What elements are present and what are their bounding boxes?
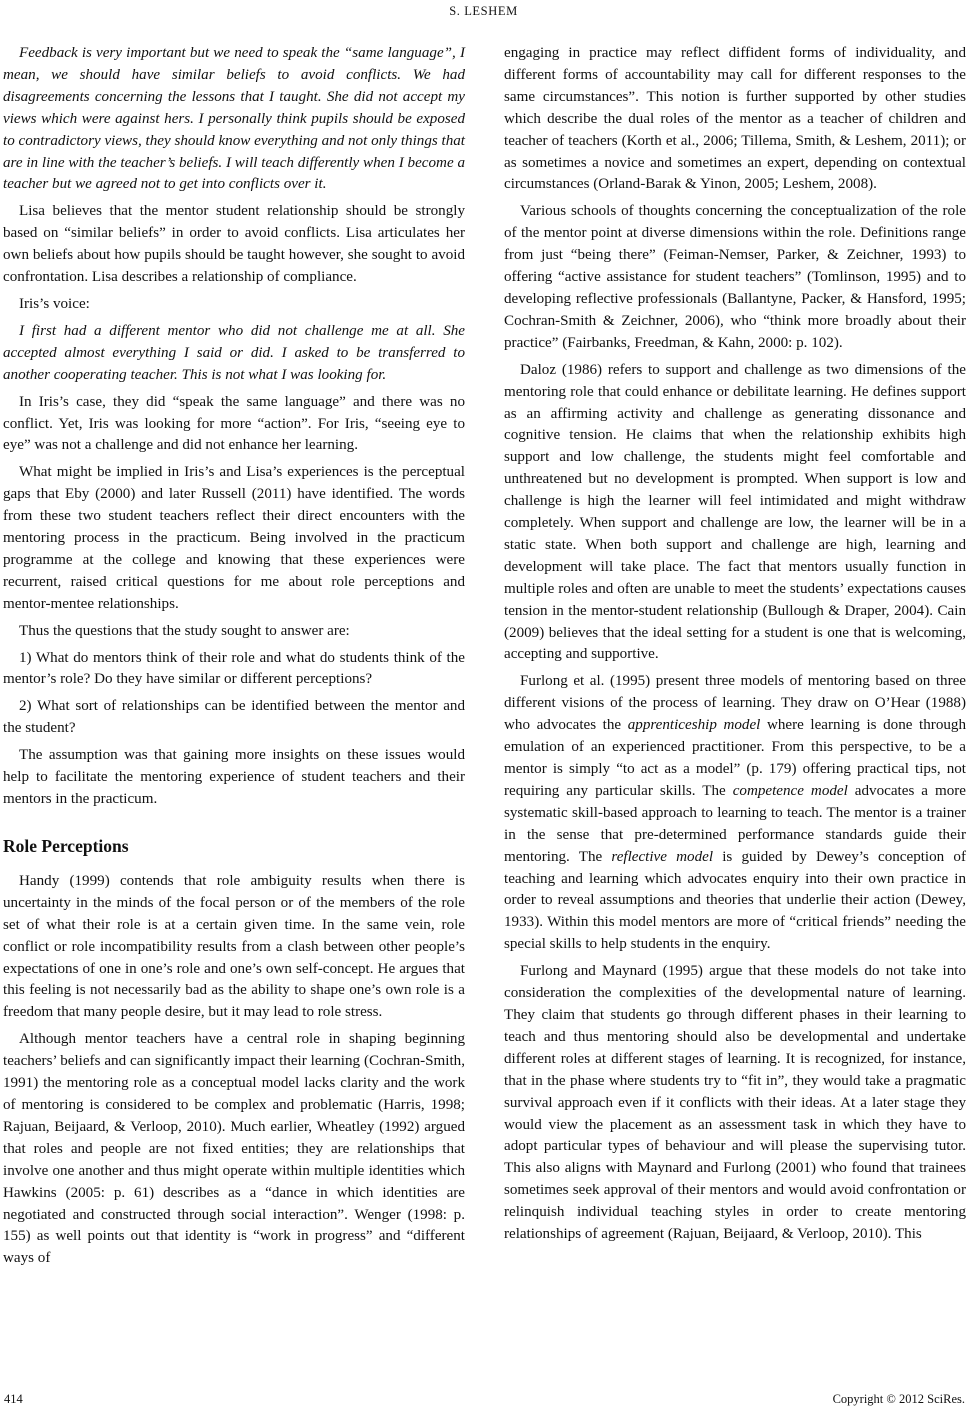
body-paragraph: What might be implied in Iris’s and Lisa’s experiences is the perceptual gaps that Eby (2000) and later Russell (2011) have identified. The words from these two student teachers reflect their direct encounters with the mentoring process in the practicum. Being involved in the practicum programme at the college and knowing that these experiences were recurrent, raised critical questions for me about role perceptions and mentor-mentee relationships. xyxy=(3,464,465,612)
body-paragraph: In Iris’s case, they did “speak the same language” and there was no conflict. Yet, Iris was looking for more “action”. For Iris, “seeing eye to eye” was not a challenge and did not enhance her learning. xyxy=(3,393,465,454)
text-run: is guided by Dewey’s conception of teaching and learning which advocates enquiry into their own practice in order to reveal assumptions and theories that underlie their action (Dewey, 1933). Within this model mentors are more of “critical friends” needing the special skills to help students in the enquiry. xyxy=(504,848,966,953)
left-column xyxy=(3,43,465,1275)
research-question-1: 1) What do mentors think of their role and what do students think of the mentor’s role? Do they have similar or different perceptions? xyxy=(3,649,465,688)
body-paragraph: Although mentor teachers have a central role in shaping beginning teachers’ beliefs and can significantly impact their learning (Cochran-Smith, 1991) the mentoring role as a conceptual model lacks clarity and the work of mentoring is considered to be complex and problematic (Harris, 1998; Rajuan, Beijaard, & Verloop, 2010). Much earlier, Wheatley (1992) argued that roles and people are not fixed entities; they are relationships that involve one another and thus might operate within multiple identities which Hawkins (2005: p. 61) describes as a “dance in which identities are negotiated and constructed through social interaction”. Wenger (1998: p. 155) as well points out that identity is “work in progress” and “different ways of xyxy=(3,1031,465,1267)
mentoring-models-paragraph xyxy=(504,671,966,956)
page-number: 414 xyxy=(4,1392,23,1406)
right-column xyxy=(504,43,966,1251)
section-heading: Role Perceptions xyxy=(3,835,129,856)
body-paragraph: engaging in practice may reflect diffident forms of individuality, and different forms of accountability may call for different responses to the same circumstances”. This notion is further supported by other studies which describe the dual roles of the mentor as a teacher of children and teacher of teachers (Korth et al., 2006; Tillema, Smith, & Leshem, 2011); or as sometimes a novice and sometimes an expert, depending on contextual circumstances (Orland-Barak & Yinon, 2005; Leshem, 2008). xyxy=(504,45,966,193)
body-paragraph: The assumption was that gaining more insights on these issues would help to facilitate the mentoring experience of student teachers and their mentors in the practicum. xyxy=(3,747,465,807)
text-run: advocates a more systematic skill-based approach to learning to teach. The mentor is a trainer in the sense that pre-determined performance standards guide their mentoring. The xyxy=(504,782,966,865)
text-run: Furlong et al. (1995) present three models of mentoring based on three different visions of the process of learning. They draw on O’Hear (1988) who advocates the xyxy=(504,673,966,734)
body-paragraph: Daloz (1986) refers to support and challenge as two dimensions of the mentoring role that could enhance or debilitate learning. He defines support as an affirming activity and challenge as generating dissonance and cognitive tension. He claims that when the relationship exhibits high support and low challenge, the students might feel comfortable and unthreatened but no development is prompted. When support is low and challenge is high the learner will feel intimidated and might withdraw completely. When support and challenge are low, the learner will be in a static state. When both support and challenge are high, learning and development will take place. The fact that mentors usually function in multiple roles and often are unable to meet the students’ expectations causes tension in the mentor-student relationship (Bullough & Draper, 2004). Cain (2009) believes that the ideal setting for a student is one that is welcoming, accepting and supportive. xyxy=(504,361,966,663)
body-paragraph: Thus the questions that the study sought to answer are: xyxy=(19,622,350,639)
reflective-model-term: reflective model xyxy=(611,848,714,865)
iris-quote: I first had a different mentor who did not challenge me at all. She accepted almost everything I said or did. I asked to be transferred to another cooperating teacher. This is not what I was looking for. xyxy=(3,322,465,383)
body-paragraph: Furlong and Maynard (1995) argue that these models do not take into consideration the complexities of the developmental nature of learning. They claim that students go through different phases in their learning to teach and thus mentoring should also be developmental and undertake different roles at different stages of learning. It is recognized, for instance, that in the phase where students try to “fit in”, they would take a pragmatic survival approach even if it conflicts with their ideas. At a later stage they would view the placement as an assessment task in which they have to adopt particular types of behaviour and will please the supervising tutor. This also aligns with Maynard and Furlong (2001) who found that trainees sometimes seek approval of their mentors and would avoid confrontation or relinquish individual teaching styles in order to create mentoring relationships of agreement (Rajuan, Beijaard, & Verloop, 2010). This xyxy=(504,963,966,1243)
apprenticeship-model-term: apprenticeship model xyxy=(627,717,761,734)
text-run: where learning is done through emulation of an experienced practitioner. From this perspective, to be a mentor is simply “to act as a model” (p. 179) offering practical tips, not requiring any particular skills. The xyxy=(504,717,967,799)
body-paragraph: Handy (1999) contends that role ambiguity results when there is uncertainty in the minds of the focal person or of the members of the role set of what their role is at a certain given time. In the same vein, role conflict or role incompatibility results from a clash between other people’s expectations of one in one’s role and one’s own self-concept. He argues that this feeling is not necessarily bad as the ability to shape one’s own role is a freedom that many people desire, but it may lead to role stress. xyxy=(3,872,465,1021)
running-head: S. LESHEM xyxy=(449,4,518,18)
competence-model-term: competence model xyxy=(732,782,848,799)
body-paragraph: Iris’s voice: xyxy=(19,295,90,312)
body-paragraph: Lisa believes that the mentor student relationship should be strongly based on “similar beliefs” in order to avoid conflicts. Lisa articulates her own beliefs about how pupils should be taught however, she sought to avoid confrontation. Lisa describes a relationship of compliance. xyxy=(3,203,465,286)
body-paragraph: Various schools of thoughts concerning the conceptualization of the role of the mentor point at diverse dimensions within the role. Definitions range from just “being there” (Feiman-Nemser, Parker, & Zeichner, 1993) to offering “active assistance for student teachers” (Tomlinson, 1995) and to developing reflective professionals (Ballantyne, Packer, & Hansford, 1995; Cochran-Smith & Zeichner, 2006), who “think more broadly about their practice” (Fairbanks, Freedman, & Kahn, 2000: p. 102). xyxy=(504,203,966,351)
copyright-notice: Copyright © 2012 SciRes. xyxy=(832,1392,965,1406)
research-question-2: 2) What sort of relationships can be identified between the mentor and the student? xyxy=(3,698,465,737)
lisa-quote: Feedback is very important but we need to speak the “same language”, I mean, we should have similar beliefs to avoid conflicts. We had disagreements concerning the lessons that I taught. She did not accept my views which were against hers. I personally think pupils should be exposed to contradictory views, they should know everything and not only things that are in line with the teacher’s beliefs. I will teach differently when I become a teacher but we agreed not to get into conflicts over it. xyxy=(3,45,465,193)
